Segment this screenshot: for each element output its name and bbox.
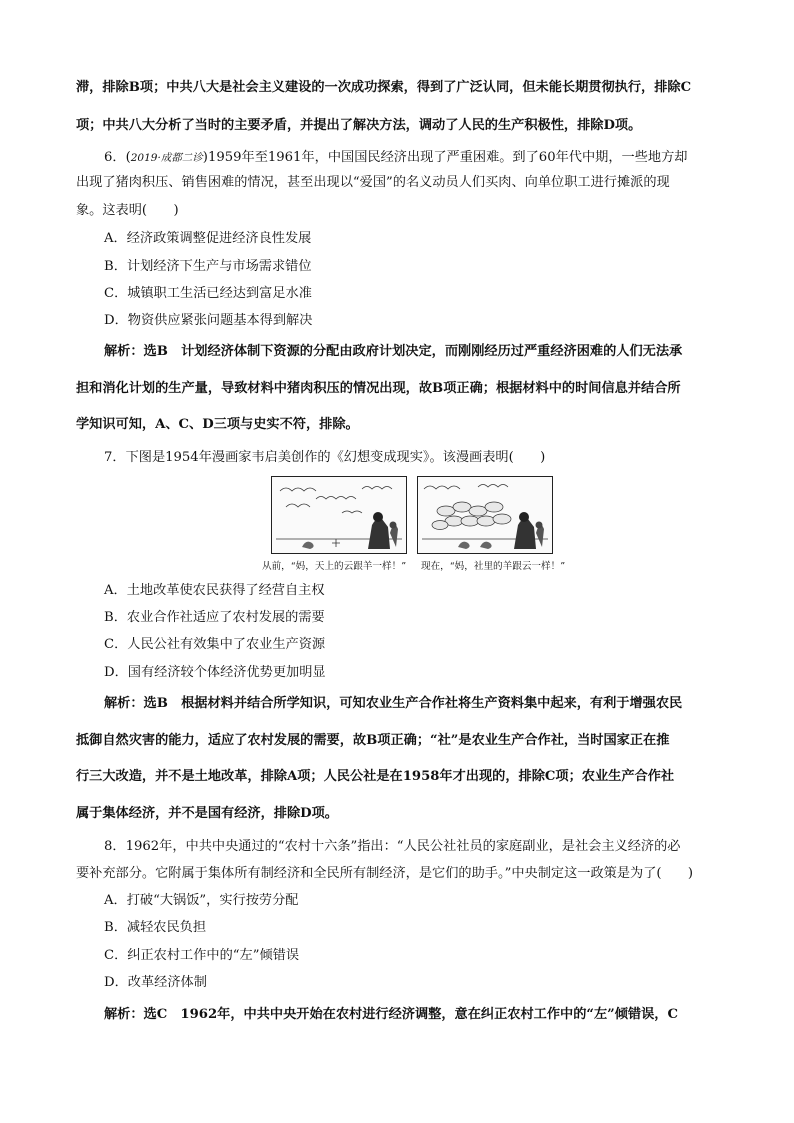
question-7-explanation-line-3: 行三大改造，并不是土地改革，排除A项；人民公社是在1958年才出现的，排除C项；农业生产合作社 [76, 769, 675, 784]
question-6-option-b: B．计划经济下生产与市场需求错位 [104, 259, 312, 274]
question-7-explanation-line-2: 抵御自然灾害的能力，适应了农村发展的需要，故B项正确；“社”是农业生产合作社，当时国家正在推 [76, 733, 670, 748]
question-6-explanation-line-1: 解析：选B 计划经济体制下资源的分配由政府计划决定，而刚刚经历过严重经济困难的人们无法承 [104, 344, 683, 359]
prev-explanation-line-1: 滞，排除B项；中共八大是社会主义建设的一次成功探索，得到了广泛认同，但未能长期贯彻执行，排除C [76, 80, 692, 95]
question-stem-text: )1959年至1961年，中国国民经济出现了严重困难。到了60年代中期，一些地方却 [202, 150, 688, 165]
question-6-stem-line-2: 出现了猪肉积压、销售困难的情况，甚至出现以“爱国”的名义动员人们买肉、向单位职工进行摊派的现 [76, 175, 670, 190]
cartoon-before-illustration [272, 477, 406, 553]
question-7-stem: 7．下图是1954年漫画家韦启美创作的《幻想变成现实》。该漫画表明( ) [104, 450, 546, 465]
question-6-explanation-line-3: 学知识可知，A、C、D三项与史实不符，排除。 [76, 417, 359, 432]
question-7-option-d: D．国有经济较个体经济优势更加明显 [104, 665, 326, 680]
question-8-stem-line-2: 要补充部分。它附属于集体所有制经济和全民所有制经济，是它们的助手。”中央制定这一政策是为了( ) [76, 866, 694, 881]
cartoon-after-illustration [418, 477, 552, 553]
question-7-explanation-line-4: 属于集体经济，并不是国有经济，排除D项。 [76, 806, 338, 821]
cartoon-caption-after: 现在，“妈，社里的羊跟云一样！” [421, 561, 566, 572]
question-6-option-a: A．经济政策调整促进经济良性发展 [104, 231, 312, 246]
question-6-stem-line-3: 象。这表明( ) [76, 203, 179, 218]
question-6-stem-line-1 [104, 148, 687, 168]
cartoon-panel-after [417, 476, 553, 554]
question-8-option-c: C．纠正农村工作中的“左”倾错误 [104, 948, 300, 963]
question-6-explanation-line-2: 担和消化计划的生产量，导致材料中猪肉积压的情况出现，故B项正确；根据材料中的时间信息并结合所 [76, 381, 681, 396]
question-8-option-d: D．改革经济体制 [104, 975, 207, 990]
question-8-stem-line-1: 8．1962年，中共中央通过的“农村十六条”指出：“人民公社社员的家庭副业，是社会主义经济的必 [104, 839, 681, 854]
cartoon-panel-before [271, 476, 407, 554]
question-6-option-d: D．物资供应紧张问题基本得到解决 [104, 313, 313, 328]
question-7-option-b: B．农业合作社适应了农村发展的需要 [104, 610, 325, 625]
question-8-explanation-line-1: 解析：选C 1962年，中共中央开始在农村进行经济调整，意在纠正农村工作中的“左”倾错误，C [104, 1007, 678, 1022]
question-7-option-c: C．人民公社有效集中了农业生产资源 [104, 637, 326, 652]
cartoon-caption-before: 从前，“妈，天上的云跟羊一样！” [262, 561, 407, 572]
question-7-explanation-line-1: 解析：选B 根据材料并结合所学知识，可知农业生产合作社将生产资料集中起来，有利于增强农民 [104, 696, 683, 711]
question-8-option-a: A．打破“大锅饭”，实行按劳分配 [104, 893, 299, 908]
question-source: 2019·成都二诊 [130, 152, 203, 164]
question-7-option-a: A．土地改革使农民获得了经营自主权 [104, 583, 325, 598]
prev-explanation-line-2: 项；中共八大分析了当时的主要矛盾，并提出了解决方法，调动了人民的生产积极性，排除D项。 [76, 118, 642, 133]
question-8-option-b: B．减轻农民负担 [104, 920, 207, 935]
question-6-option-c: C．城镇职工生活已经达到富足水准 [104, 286, 312, 301]
question-number: 6．( [104, 150, 131, 165]
